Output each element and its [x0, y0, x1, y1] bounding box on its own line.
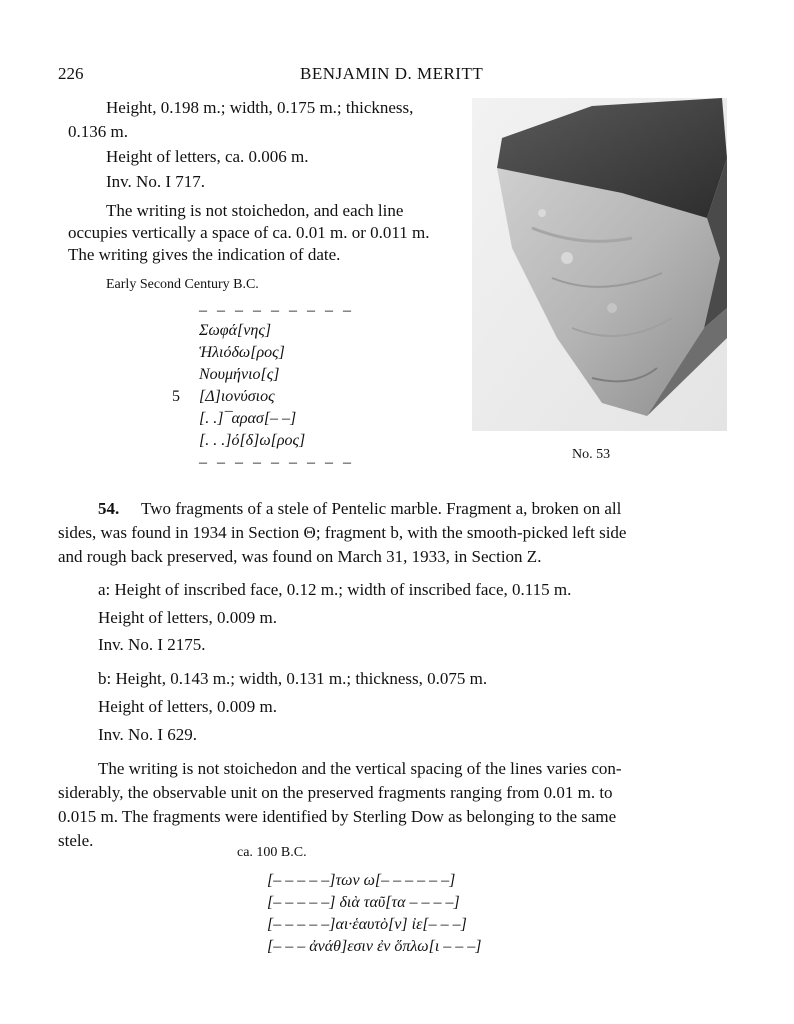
fragment-a-inventory: Inv. No. I 2175. [98, 635, 206, 654]
dimensions-line-cont: 0.136 m. [68, 122, 128, 141]
letter-height: Height of letters, ca. 0.006 m. [106, 147, 309, 166]
inscription-dashes-bottom: – – – – – – – – – [199, 454, 354, 471]
inscription-line: [. . .]ό[δ]ω[ρος] [199, 432, 306, 449]
paragraph-line: stele. [58, 831, 94, 850]
inscription-line: Ἡλιόδω[ρος] [199, 344, 285, 361]
fragment-b-dimensions: b: Height, 0.143 m.; width, 0.131 m.; thickness, 0.075 m. [98, 669, 488, 688]
paragraph-line: 0.015 m. The fragments were identified by Sterling Dow as belonging to the same [58, 807, 617, 826]
description-line: The writing is not stoichedon, and each line [106, 201, 404, 220]
paragraph-line: siderably, the observable unit on the preserved fragments ranging from 0.01 m. to [58, 783, 613, 802]
date-label: ca. 100 B.C. [237, 845, 307, 860]
intro-line: sides, was found in 1934 in Section Θ; fragment b, with the smooth-picked left side [58, 523, 627, 542]
paragraph-line: The writing is not stoichedon and the vertical spacing of the lines varies con- [98, 759, 622, 778]
inscription-line: [– – – ἀνάθ]εσιν ἐν ὅπλω[ι – – –] [267, 938, 482, 955]
fragment-a-dimensions: a: Height of inscribed face, 0.12 m.; width of inscribed face, 0.115 m. [98, 580, 572, 599]
description-line: The writing gives the indication of date. [68, 245, 341, 264]
inscription-line: [– – – – –] διὰ ταῦ[τα – – – –] [267, 894, 460, 911]
intro-line: and rough back preserved, was found on March 31, 1933, in Section Z. [58, 547, 542, 566]
page-number: 226 [58, 64, 84, 83]
intro-line: Two fragments of a stele of Pentelic marble. Fragment a, broken on all [141, 499, 622, 518]
inscription-line: [– – – – –]των ω[– – – – – –] [267, 872, 456, 889]
line-number: 5 [172, 388, 180, 405]
inscription-line: [– – – – –]αι·ἑαυτὸ[ν] ἰε[– – –] [267, 916, 467, 933]
inscription-line: Νουμήνιο[ς] [199, 366, 280, 383]
fragment-b-letters: Height of letters, 0.009 m. [98, 697, 277, 716]
dimensions-line: Height, 0.198 m.; width, 0.175 m.; thickness, [106, 98, 414, 117]
inscription-line: [Δ]ιονύσιος [199, 388, 275, 405]
description-line: occupies vertically a space of ca. 0.01 m. or 0.011 m. [68, 223, 430, 242]
inscription-line: [. .]¯αρασ[– –] [199, 410, 297, 427]
fragment-photo [472, 98, 727, 431]
date-label: Early Second Century B.C. [106, 277, 259, 292]
inscription-line: Σωφά[νης] [199, 322, 272, 339]
running-title: BENJAMIN D. MERITT [300, 64, 484, 83]
inscription-dashes-top: – – – – – – – – – [199, 302, 354, 319]
photo-caption: No. 53 [572, 447, 611, 462]
fragment-a-letters: Height of letters, 0.009 m. [98, 608, 277, 627]
fragment-b-inventory: Inv. No. I 629. [98, 725, 197, 744]
inventory-number: Inv. No. I 717. [106, 172, 205, 191]
entry-number: 54. [98, 499, 120, 518]
